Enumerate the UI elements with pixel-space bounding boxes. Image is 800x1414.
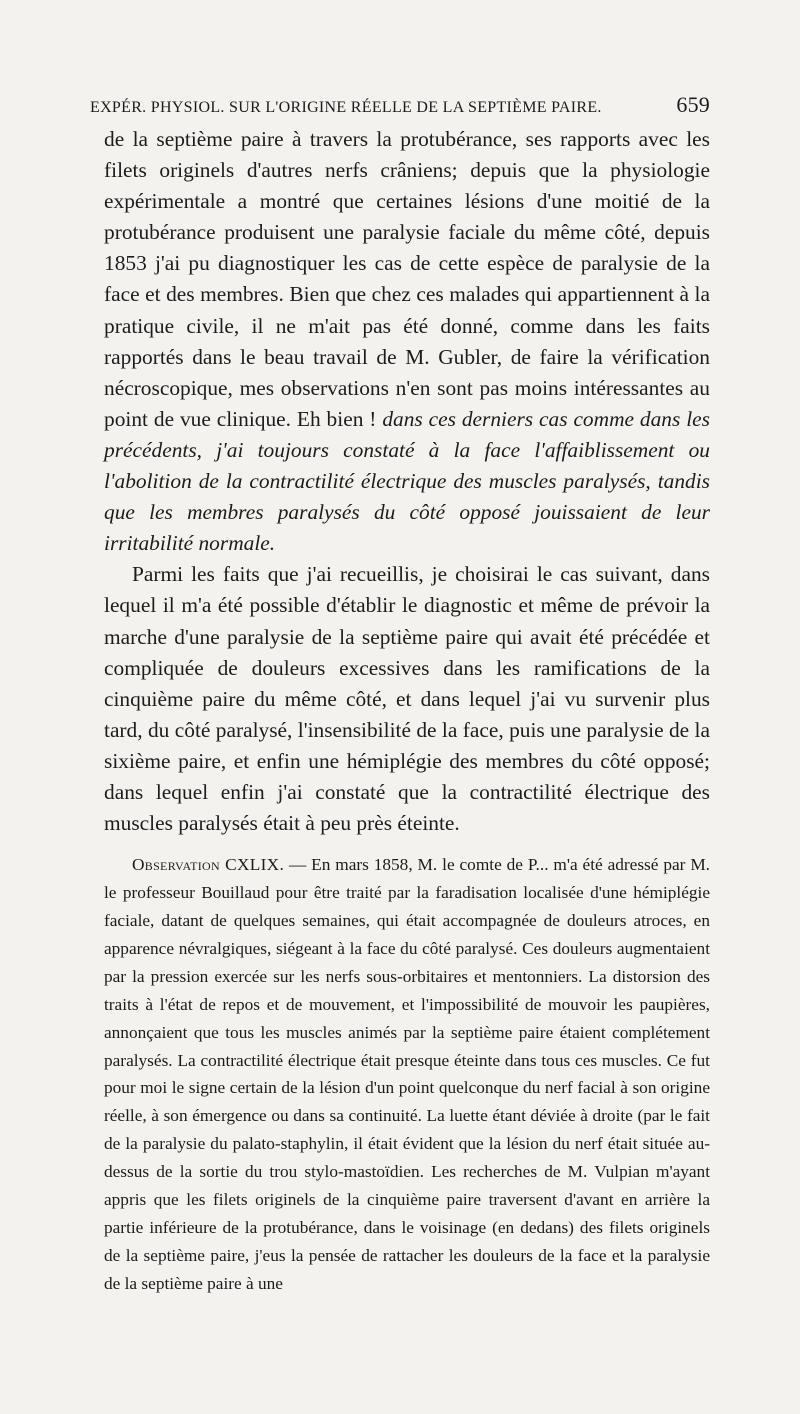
running-title: EXPÉR. PHYSIOL. SUR L'ORIGINE RÉELLE DE LA SEPTIÈME PAIRE. <box>90 99 602 116</box>
observation-label: Observation CXLIX. <box>132 855 285 875</box>
page-number: 659 <box>676 92 710 117</box>
paragraph-1-text: de la septième paire à travers la protubérance, ses rapports avec les filets originels d'autres nerfs crâniens; depuis que la physiologie expérimentale a montré que certaines lésions d'une moitié de la protubérance produisent une paralysie faciale du même côté, depuis 1853 j'ai pu diagnostiquer les cas de cette espèce de paralysie de la face et des membres. Bien que chez ces malades qui appartiennent à la pratique civile, il ne m'ait pas été donné, comme dans les faits rapportés dans le beau travail de M. Gubler, de faire la vérification nécroscopique, mes observations n'en sont pas moins intéressantes au point de vue clinique. Eh bien ! <box>104 127 710 431</box>
observation-block <box>104 851 710 1298</box>
observation-text: — En mars 1858, M. le comte de P... m'a été adressé par M. le professeur Bouillaud pour être traité par la faradisation localisée d'une hémiplégie faciale, datant de quelques semaines, qui était accompagnée de douleurs atroces, en apparence névralgiques, siégeant à la face du côté paralysé. Ces douleurs augmentaient par la pression exercée sur les nerfs sous-orbitaires et mentonniers. La distorsion des traits à l'état de repos et de mouvement, et l'impossibilité de mouvoir les paupières, annonçaient que tous les muscles animés par la septième paire étaient complétement paralysés. La contractilité électrique était presque éteinte dans tous ces muscles. Ce fut pour moi le signe certain de la lésion d'un point quelconque du nerf facial à son origine réelle, à son émergence ou dans sa continuité. La luette étant déviée à droite (par le fait de la paralysie du palato-staphylin, il était évident que la lésion du nerf était située au-dessus de la sortie du trou stylo-mastoïdien. Les recherches de M. Vulpian m'ayant appris que les filets originels de la cinquième paire traversent d'avant en arrière la partie inférieure de la protubérance, dans le voisinage (en dedans) des filets originels de la septième paire, j'eus la pensée de rattacher les douleurs de la face et la paralysie de la septième paire à une <box>104 855 711 1293</box>
paragraph-1 <box>104 124 710 559</box>
running-header <box>90 92 710 118</box>
paragraph-2: Parmi les faits que j'ai recueillis, je choisirai le cas suivant, dans lequel il m'a été possible d'établir le diagnostic et même de prévoir la marche d'une paralysie de la septième paire qui avait été précédée et compliquée de douleurs excessives dans les ramifications de la cinquième paire du même côté, et dans lequel j'ai vu survenir plus tard, du côté paralysé, l'insensibilité de la face, puis une paralysie de la sixième paire, et enfin une hémiplégie des membres du côté opposé; dans lequel enfin j'ai constaté que la contractilité électrique des muscles paralysés était à peu près éteinte. <box>104 562 710 836</box>
observation-paragraph <box>104 851 710 1298</box>
paragraph-1-italic: dans ces derniers cas comme dans les précédents, j'ai toujours constaté à la face l'affaiblissement ou l'abolition de la contractilité électrique des muscles paralysés, tandis que les membres paralysés du côté opposé jouissaient de leur irritabilité normale. <box>104 406 710 556</box>
main-text <box>104 124 710 839</box>
